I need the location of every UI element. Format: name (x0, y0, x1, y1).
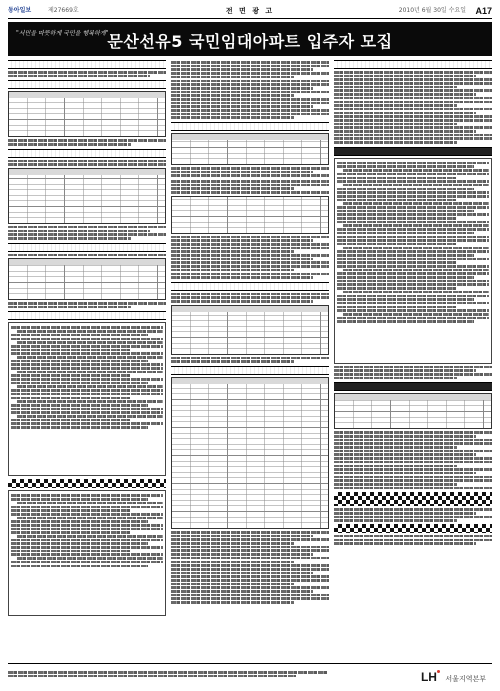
text-line (171, 549, 329, 552)
text-line (171, 601, 294, 604)
text-line (334, 134, 492, 137)
text-line (334, 539, 492, 542)
text-line (17, 557, 163, 560)
text-line (11, 378, 163, 381)
text-line (343, 202, 489, 205)
text-line (337, 320, 474, 323)
text-line (171, 553, 313, 556)
text-line (334, 461, 492, 464)
section-block (8, 149, 166, 240)
text-line (334, 519, 457, 522)
text-line (11, 389, 163, 392)
text-line (334, 373, 492, 376)
text-line (11, 513, 163, 516)
text-line (17, 517, 163, 520)
text-line (334, 472, 476, 475)
text-line (171, 293, 329, 296)
footer-contact-lines (8, 670, 328, 678)
text-line (171, 561, 294, 564)
patterned-divider (334, 524, 492, 533)
text-line (11, 561, 163, 564)
text-line (334, 82, 492, 85)
text-line (171, 265, 329, 268)
text-line (11, 494, 163, 497)
column-middle (171, 60, 329, 660)
column-right (334, 60, 492, 660)
section-block (334, 492, 492, 545)
text-line (171, 116, 294, 119)
text-line (334, 93, 476, 96)
section-block (171, 61, 329, 119)
text-line (343, 224, 489, 227)
section-heading-bar (171, 122, 329, 131)
text-line (334, 366, 492, 369)
text-line (11, 345, 163, 348)
text-line (337, 272, 489, 275)
text-line (11, 411, 163, 414)
text-line (11, 565, 148, 568)
text-line (11, 408, 163, 411)
text-line (171, 236, 329, 239)
text-line (334, 78, 492, 81)
text-line (171, 113, 329, 116)
text-line (334, 89, 492, 92)
text-line (337, 250, 489, 253)
text-line (171, 87, 313, 90)
section-block (171, 282, 329, 363)
text-line (8, 143, 131, 146)
text-line (171, 184, 329, 187)
text-line (171, 273, 329, 276)
patterned-divider (334, 492, 492, 506)
text-line (171, 538, 329, 541)
text-line (334, 442, 492, 445)
text-line (171, 98, 329, 101)
section-heading-bar (334, 147, 492, 156)
text-line (8, 675, 296, 678)
text-line (334, 508, 492, 511)
section-heading-bar (8, 243, 166, 252)
text-line (11, 367, 163, 370)
text-line (17, 330, 163, 333)
text-line (11, 326, 163, 329)
text-line (8, 163, 166, 166)
newspaper-name: 동아일보 (8, 7, 32, 14)
text-line (17, 415, 163, 418)
lh-logo (421, 668, 486, 684)
text-line (334, 450, 492, 453)
text-line (171, 254, 329, 257)
text-line (11, 363, 163, 366)
text-line (171, 590, 313, 593)
text-line (337, 243, 456, 246)
section-block (8, 60, 166, 77)
section-heading-bar (334, 382, 492, 391)
text-line (334, 453, 476, 456)
section-heading-bar (171, 366, 329, 375)
section-block (171, 180, 329, 279)
section-heading-bar (8, 60, 166, 69)
text-line (17, 535, 163, 538)
section-block (334, 382, 492, 489)
text-line (171, 94, 294, 97)
text-line (171, 594, 329, 597)
text-line (334, 479, 492, 482)
section-block (8, 311, 166, 476)
text-line (334, 468, 492, 471)
text-line (11, 352, 163, 355)
required-documents-table (171, 377, 329, 529)
text-line (337, 236, 489, 239)
text-line (8, 302, 166, 305)
text-line (337, 232, 474, 235)
text-line (8, 160, 166, 163)
text-line (171, 174, 329, 177)
text-line (17, 502, 163, 505)
text-line (334, 487, 492, 490)
text-line (171, 531, 329, 534)
text-line (11, 550, 130, 553)
text-line (171, 187, 294, 190)
rent-table (8, 168, 166, 224)
text-line (11, 338, 163, 341)
application-table (171, 305, 329, 355)
section-heading-bar (8, 311, 166, 320)
text-line (171, 269, 294, 272)
text-line (334, 476, 492, 479)
text-line (337, 228, 489, 231)
section-block (8, 80, 166, 145)
text-line (171, 247, 329, 250)
text-line (171, 250, 294, 253)
patterned-divider (8, 479, 166, 488)
schedule-table (171, 133, 329, 165)
text-line (334, 71, 492, 74)
text-line (334, 512, 476, 515)
text-line (171, 61, 329, 64)
issue-number: 제27669호 (48, 7, 79, 14)
text-line (171, 557, 329, 560)
text-line (171, 568, 329, 571)
text-line (171, 546, 329, 549)
ad-banner (8, 22, 492, 56)
text-line (11, 426, 148, 429)
text-line (334, 369, 476, 372)
text-line (334, 516, 492, 519)
section-block (8, 243, 166, 309)
banner-slogan: "서민을 따뜻하게 국민을 행복하게" (16, 30, 109, 37)
text-line (8, 671, 328, 674)
text-line (171, 180, 329, 183)
text-line (334, 119, 492, 122)
text-line (171, 191, 329, 194)
text-line (11, 360, 148, 363)
masthead (8, 4, 492, 19)
text-line (337, 306, 456, 309)
text-line (11, 546, 163, 549)
text-line (17, 341, 163, 344)
logo-dot-icon (437, 670, 440, 673)
text-line (8, 233, 166, 236)
selection-criteria-box (334, 158, 492, 364)
section-block (8, 479, 166, 616)
text-line (334, 86, 457, 89)
text-line (337, 180, 489, 183)
text-line (334, 101, 492, 104)
text-line (171, 102, 329, 105)
section-block (334, 147, 492, 380)
text-line (11, 520, 148, 523)
text-line (337, 276, 474, 279)
text-line (334, 483, 457, 486)
supply-table (8, 91, 166, 137)
text-line (334, 115, 492, 118)
text-line (8, 237, 131, 240)
text-line (334, 465, 457, 468)
text-line (337, 298, 474, 301)
section-heading-bar (8, 149, 166, 158)
section-block (171, 122, 329, 177)
text-line (11, 524, 163, 527)
text-line (8, 226, 166, 229)
ad-footer (8, 663, 492, 688)
text-line (11, 349, 130, 352)
section-block (171, 366, 329, 604)
text-line (11, 419, 130, 422)
section-label: 전 면 광 고 (225, 7, 275, 15)
text-line (171, 76, 294, 79)
ad-title: 문산선유5 국민임대아파트 입주자 모집 (107, 32, 393, 51)
text-line (334, 435, 476, 438)
text-line (337, 195, 489, 198)
text-line (171, 83, 329, 86)
ad-body (8, 60, 492, 660)
text-line (171, 542, 294, 545)
text-line (17, 400, 163, 403)
text-line (11, 397, 130, 400)
text-line (11, 539, 163, 542)
text-line (343, 169, 489, 172)
text-line (11, 553, 163, 556)
text-line (337, 254, 474, 257)
text-line (334, 377, 457, 380)
text-line (337, 213, 489, 216)
text-line (8, 230, 150, 233)
text-line (171, 583, 294, 586)
text-line (171, 360, 294, 363)
text-line (11, 528, 163, 531)
section-heading-bar (171, 282, 329, 291)
text-line (171, 65, 329, 68)
section-block (334, 60, 492, 144)
text-line (343, 313, 489, 316)
text-line (171, 572, 313, 575)
documents-table (171, 196, 329, 234)
text-line (171, 72, 329, 75)
text-line (11, 422, 163, 425)
text-line (334, 439, 492, 442)
text-line (343, 184, 489, 187)
organization-name: 서울지역본부 (445, 676, 486, 683)
text-line (343, 269, 489, 272)
text-line (337, 309, 489, 312)
text-line (171, 261, 329, 264)
text-line (11, 334, 148, 337)
text-line (171, 68, 313, 71)
text-line (171, 535, 313, 538)
text-line (337, 317, 489, 320)
text-line (337, 258, 489, 261)
eligibility-box (8, 322, 166, 476)
text-line (337, 199, 456, 202)
text-line (334, 141, 457, 144)
text-line (171, 575, 329, 578)
text-line (11, 531, 130, 534)
text-line (337, 265, 489, 268)
text-line (337, 261, 456, 264)
section-heading-bar (8, 80, 166, 89)
text-line (171, 91, 329, 94)
text-line (334, 123, 457, 126)
priority-box (8, 490, 166, 616)
text-line (343, 247, 489, 250)
text-line (337, 173, 489, 176)
text-line (171, 276, 313, 279)
text-line (334, 97, 492, 100)
text-line (334, 130, 476, 133)
text-line (337, 280, 489, 283)
text-line (337, 188, 474, 191)
text-line (337, 239, 489, 242)
text-line (337, 162, 489, 165)
text-line (171, 357, 329, 360)
text-line (11, 542, 148, 545)
text-line (334, 431, 492, 434)
text-line (337, 217, 456, 220)
text-line (171, 171, 313, 174)
text-line (343, 291, 489, 294)
text-line (171, 105, 313, 108)
text-line (17, 385, 163, 388)
text-line (11, 382, 148, 385)
text-line (171, 167, 329, 170)
section-heading-bar (334, 60, 492, 69)
text-line (11, 393, 163, 396)
text-line (337, 177, 456, 180)
text-line (171, 243, 329, 246)
publication-date: 2010년 6월 30일 수요일 (398, 7, 466, 14)
text-line (171, 258, 313, 261)
text-line (337, 206, 489, 209)
text-line (334, 104, 457, 107)
text-line (11, 509, 130, 512)
text-line (171, 109, 329, 112)
text-line (334, 137, 492, 140)
text-line (337, 165, 474, 168)
text-line (334, 457, 492, 460)
text-line (334, 108, 492, 111)
text-line (11, 506, 163, 509)
text-line (171, 564, 329, 567)
column-left (8, 60, 166, 660)
text-line (337, 302, 489, 305)
text-line (8, 71, 166, 74)
text-line (337, 295, 489, 298)
income-table (8, 258, 166, 300)
text-line (8, 254, 166, 257)
text-line (8, 75, 150, 78)
text-line (11, 498, 148, 501)
text-line (8, 139, 166, 142)
text-line (334, 112, 476, 115)
text-line (334, 542, 476, 545)
text-line (8, 306, 131, 309)
text-line (171, 80, 329, 83)
text-line (337, 283, 489, 286)
text-line (171, 296, 329, 299)
text-line (11, 374, 130, 377)
text-line (337, 221, 489, 224)
text-line (337, 210, 474, 213)
text-line (171, 597, 329, 600)
page-number: A17 (475, 6, 492, 16)
text-line (337, 287, 456, 290)
text-line (171, 239, 313, 242)
text-line (334, 126, 492, 129)
text-line (17, 371, 163, 374)
text-line (17, 356, 163, 359)
text-line (11, 404, 148, 407)
text-line (171, 586, 329, 589)
text-line (334, 75, 476, 78)
text-line (337, 191, 489, 194)
text-line (334, 446, 457, 449)
text-line (334, 535, 492, 538)
text-line (171, 579, 329, 582)
contract-table (334, 393, 492, 429)
lh-logo-mark: LH (420, 670, 437, 684)
text-line (171, 300, 313, 303)
